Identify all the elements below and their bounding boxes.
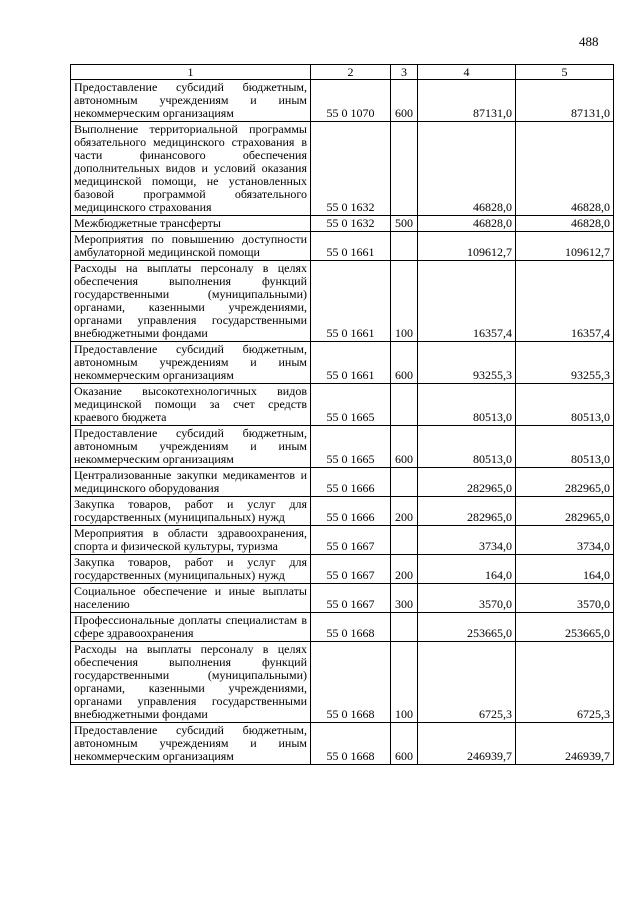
- expense-name-cell: Предоставление субсидий бюджетным, автономным учреждениям и иным некоммерческим организациям: [71, 80, 311, 122]
- amount-cell-col4: 80513,0: [418, 426, 516, 468]
- table-row: [71, 555, 614, 584]
- expense-name-cell: Предоставление субсидий бюджетным, автономным учреждениям и иным некоммерческим организациям: [71, 426, 311, 468]
- amount-cell-col5: 3734,0: [516, 526, 614, 555]
- expense-type-cell: [391, 232, 418, 261]
- amount-cell-col4: 80513,0: [418, 384, 516, 426]
- amount-cell-col4: 282965,0: [418, 497, 516, 526]
- amount-cell-col4: 46828,0: [418, 216, 516, 232]
- table-row: [71, 642, 614, 723]
- expense-type-cell: 200: [391, 497, 418, 526]
- amount-cell-col4: 3734,0: [418, 526, 516, 555]
- column-header: 1: [71, 65, 311, 80]
- table-row: [71, 584, 614, 613]
- table-row: [71, 497, 614, 526]
- expense-name-cell: Закупка товаров, работ и услуг для государственных (муниципальных) нужд: [71, 497, 311, 526]
- amount-cell-col5: 6725,3: [516, 642, 614, 723]
- amount-cell-col5: 87131,0: [516, 80, 614, 122]
- amount-cell-col5: 282965,0: [516, 468, 614, 497]
- target-code-cell: 55 0 1661: [311, 342, 391, 384]
- amount-cell-col4: 87131,0: [418, 80, 516, 122]
- expense-name-cell: Предоставление субсидий бюджетным, автономным учреждениям и иным некоммерческим организациям: [71, 723, 311, 765]
- amount-cell-col5: 3570,0: [516, 584, 614, 613]
- target-code-cell: 55 0 1632: [311, 122, 391, 216]
- amount-cell-col5: 253665,0: [516, 613, 614, 642]
- table-row: [71, 261, 614, 342]
- amount-cell-col5: 93255,3: [516, 342, 614, 384]
- expense-type-cell: 200: [391, 555, 418, 584]
- target-code-cell: 55 0 1632: [311, 216, 391, 232]
- expense-type-cell: 600: [391, 342, 418, 384]
- target-code-cell: 55 0 1667: [311, 555, 391, 584]
- table-row: [71, 80, 614, 122]
- expense-type-cell: 100: [391, 642, 418, 723]
- amount-cell-col4: 6725,3: [418, 642, 516, 723]
- expense-name-cell: Предоставление субсидий бюджетным, автономным учреждениям и иным некоммерческим организациям: [71, 342, 311, 384]
- table-row: [71, 342, 614, 384]
- target-code-cell: 55 0 1668: [311, 723, 391, 765]
- budget-table: [70, 64, 614, 765]
- amount-cell-col5: 282965,0: [516, 497, 614, 526]
- header-row: [71, 65, 614, 80]
- target-code-cell: 55 0 1665: [311, 384, 391, 426]
- table-row: [71, 232, 614, 261]
- expense-name-cell: Профессиональные доплаты специалистам в сфере здравоохранения: [71, 613, 311, 642]
- expense-type-cell: 600: [391, 723, 418, 765]
- column-header: 3: [391, 65, 418, 80]
- table-row: [71, 426, 614, 468]
- amount-cell-col5: 46828,0: [516, 216, 614, 232]
- table-row: [71, 526, 614, 555]
- expense-name-cell: Выполнение территориальной программы обязательного медицинского страхования в части финансового обеспечения дополнительных видов и условий оказания медицинской помощи, не установленных базовой программой обязательного медицинского страхования: [71, 122, 311, 216]
- column-header: 4: [418, 65, 516, 80]
- expense-name-cell: Межбюджетные трансферты: [71, 216, 311, 232]
- target-code-cell: 55 0 1661: [311, 232, 391, 261]
- column-header: 5: [516, 65, 614, 80]
- expense-name-cell: Мероприятия в области здравоохранения, спорта и физической культуры, туризма: [71, 526, 311, 555]
- target-code-cell: 55 0 1661: [311, 261, 391, 342]
- expense-type-cell: [391, 384, 418, 426]
- amount-cell-col4: 16357,4: [418, 261, 516, 342]
- table-body: [71, 80, 614, 765]
- amount-cell-col4: 3570,0: [418, 584, 516, 613]
- target-code-cell: 55 0 1667: [311, 526, 391, 555]
- table-row: [71, 613, 614, 642]
- expense-type-cell: [391, 613, 418, 642]
- expense-name-cell: Централизованные закупки медикаментов и медицинского оборудования: [71, 468, 311, 497]
- target-code-cell: 55 0 1665: [311, 426, 391, 468]
- expense-name-cell: Социальное обеспечение и иные выплаты населению: [71, 584, 311, 613]
- target-code-cell: 55 0 1666: [311, 468, 391, 497]
- amount-cell-col4: 164,0: [418, 555, 516, 584]
- expense-type-cell: 600: [391, 426, 418, 468]
- table-row: [71, 723, 614, 765]
- expense-type-cell: [391, 468, 418, 497]
- amount-cell-col4: 109612,7: [418, 232, 516, 261]
- expense-type-cell: 600: [391, 80, 418, 122]
- amount-cell-col5: 16357,4: [516, 261, 614, 342]
- table-row: [71, 384, 614, 426]
- amount-cell-col5: 164,0: [516, 555, 614, 584]
- table-row: [71, 468, 614, 497]
- expense-name-cell: Расходы на выплаты персоналу в целях обеспечения выполнения функций государственными (муниципальными) органами, казенными учреждениями, органами управления государственными внебюджетными фондами: [71, 261, 311, 342]
- target-code-cell: 55 0 1070: [311, 80, 391, 122]
- amount-cell-col5: 80513,0: [516, 426, 614, 468]
- amount-cell-col5: 46828,0: [516, 122, 614, 216]
- expense-type-cell: [391, 122, 418, 216]
- target-code-cell: 55 0 1666: [311, 497, 391, 526]
- column-header: 2: [311, 65, 391, 80]
- amount-cell-col4: 253665,0: [418, 613, 516, 642]
- amount-cell-col4: 93255,3: [418, 342, 516, 384]
- table-row: [71, 216, 614, 232]
- target-code-cell: 55 0 1668: [311, 613, 391, 642]
- amount-cell-col5: 246939,7: [516, 723, 614, 765]
- amount-cell-col4: 282965,0: [418, 468, 516, 497]
- table-row: [71, 122, 614, 216]
- expense-type-cell: 500: [391, 216, 418, 232]
- amount-cell-col5: 109612,7: [516, 232, 614, 261]
- expense-type-cell: 100: [391, 261, 418, 342]
- page-number: 488: [579, 34, 599, 49]
- expense-name-cell: Мероприятия по повышению доступности амбулаторной медицинской помощи: [71, 232, 311, 261]
- target-code-cell: 55 0 1667: [311, 584, 391, 613]
- amount-cell-col4: 246939,7: [418, 723, 516, 765]
- expense-type-cell: [391, 526, 418, 555]
- expense-type-cell: 300: [391, 584, 418, 613]
- amount-cell-col4: 46828,0: [418, 122, 516, 216]
- expense-name-cell: Закупка товаров, работ и услуг для государственных (муниципальных) нужд: [71, 555, 311, 584]
- target-code-cell: 55 0 1668: [311, 642, 391, 723]
- expense-name-cell: Оказание высокотехнологичных видов медицинской помощи за счет средств краевого бюджета: [71, 384, 311, 426]
- expense-name-cell: Расходы на выплаты персоналу в целях обеспечения выполнения функций государственными (муниципальными) органами, казенными учреждениями, органами управления государственными внебюджетными фондами: [71, 642, 311, 723]
- amount-cell-col5: 80513,0: [516, 384, 614, 426]
